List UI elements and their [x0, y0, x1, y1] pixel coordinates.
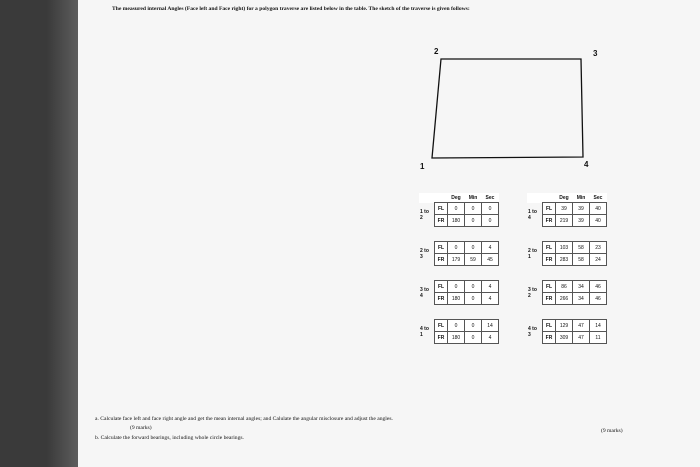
min-value: 0	[465, 281, 482, 293]
face-label: FL	[543, 320, 556, 332]
min-value: 39	[573, 203, 590, 215]
station-label: 3 to 4	[419, 281, 435, 305]
deg-value: 309	[556, 332, 573, 344]
table-row	[419, 320, 499, 332]
row-gap	[527, 266, 607, 281]
header-spacer	[435, 193, 448, 203]
traverse-polygon	[432, 59, 583, 158]
min-value: 39	[573, 215, 590, 227]
min-value: 47	[573, 332, 590, 344]
face-label: FL	[543, 281, 556, 293]
question-b: b. Calculate the forward bearings, including whole circle bearings.	[95, 435, 244, 441]
deg-value: 103	[556, 242, 573, 254]
table-row	[527, 203, 607, 215]
table-row	[419, 281, 499, 293]
row-gap	[419, 305, 499, 320]
sec-value: 40	[590, 203, 607, 215]
sec-value: 23	[590, 242, 607, 254]
sec-value: 40	[590, 215, 607, 227]
deg-value: 0	[448, 320, 465, 332]
deg-value: 179	[448, 254, 465, 266]
min-value: 58	[573, 242, 590, 254]
observations-table-left	[419, 193, 499, 344]
face-label: FL	[543, 203, 556, 215]
corner-label-3: 3	[593, 49, 598, 58]
min-value: 47	[573, 320, 590, 332]
sec-value: 14	[590, 320, 607, 332]
min-value: 0	[465, 242, 482, 254]
question-a-marks: (9 marks)	[130, 425, 152, 431]
sec-value: 11	[590, 332, 607, 344]
table-row	[527, 281, 607, 293]
row-gap	[419, 227, 499, 242]
station-label: 4 to 1	[419, 320, 435, 344]
row-gap	[419, 266, 499, 281]
face-label: FR	[543, 254, 556, 266]
sec-value: 4	[482, 242, 499, 254]
face-label: FL	[543, 242, 556, 254]
face-label: FL	[435, 320, 448, 332]
deg-value: 180	[448, 332, 465, 344]
column-header: Min	[468, 194, 478, 201]
table-row	[527, 320, 607, 332]
face-label: FR	[435, 215, 448, 227]
corner-label-2: 2	[434, 47, 439, 56]
deg-value: 180	[448, 293, 465, 305]
column-header: Sec	[593, 194, 603, 201]
deg-value: 86	[556, 281, 573, 293]
sec-value: 14	[482, 320, 499, 332]
deg-value: 0	[448, 242, 465, 254]
header-spacer	[543, 193, 556, 203]
face-label: FR	[435, 254, 448, 266]
face-label: FR	[543, 332, 556, 344]
min-value: 0	[465, 293, 482, 305]
column-header: Deg	[559, 194, 569, 201]
header-spacer	[527, 193, 543, 203]
row-gap	[527, 227, 607, 242]
deg-value: 0	[448, 203, 465, 215]
deg-value: 129	[556, 320, 573, 332]
sec-value: 0	[482, 215, 499, 227]
face-label: FL	[435, 242, 448, 254]
deg-value: 0	[448, 281, 465, 293]
table-row	[419, 242, 499, 254]
deg-value: 266	[556, 293, 573, 305]
face-label: FR	[543, 293, 556, 305]
min-value: 0	[465, 203, 482, 215]
row-gap	[527, 305, 607, 320]
sec-value: 24	[590, 254, 607, 266]
intro-text: The measured internal Angles (Face left and Face right) for a polygon traverse are listed below in the table. The sketch of the traverse is given follows:	[112, 6, 470, 12]
face-label: FL	[435, 281, 448, 293]
station-label: 2 to 3	[419, 242, 435, 266]
deg-value: 219	[556, 215, 573, 227]
station-label: 1 to 4	[527, 203, 543, 227]
face-label: FL	[435, 203, 448, 215]
sec-value: 4	[482, 281, 499, 293]
min-value: 34	[573, 293, 590, 305]
column-header: Sec	[485, 194, 495, 201]
sec-value: 46	[590, 293, 607, 305]
min-value: 58	[573, 254, 590, 266]
deg-value: 283	[556, 254, 573, 266]
sec-value: 4	[482, 293, 499, 305]
face-label: FR	[435, 332, 448, 344]
sec-value: 4	[482, 332, 499, 344]
corner-label-1: 1	[420, 162, 425, 171]
station-label: 2 to 1	[527, 242, 543, 266]
face-label: FR	[435, 293, 448, 305]
min-value: 0	[465, 320, 482, 332]
min-value: 34	[573, 281, 590, 293]
question-b-marks: (9 marks)	[601, 428, 623, 434]
table-row	[419, 203, 499, 215]
station-label: 1 to 2	[419, 203, 435, 227]
min-value: 0	[465, 332, 482, 344]
sec-value: 46	[590, 281, 607, 293]
min-value: 59	[465, 254, 482, 266]
station-label: 3 to 2	[527, 281, 543, 305]
face-label: FR	[543, 215, 556, 227]
corner-label-4: 4	[584, 160, 589, 169]
sec-value: 0	[482, 203, 499, 215]
observations-table-right	[527, 193, 607, 344]
table-row	[527, 242, 607, 254]
header-spacer	[419, 193, 435, 203]
min-value: 0	[465, 215, 482, 227]
deg-value: 180	[448, 215, 465, 227]
sec-value: 45	[482, 254, 499, 266]
question-a: a. Calculate face left and face right angle and get the mean internal angles; and Calulate the angular misclosure and adjust the angles.	[95, 416, 393, 422]
column-header: Min	[576, 194, 586, 201]
station-label: 4 to 3	[527, 320, 543, 344]
deg-value: 39	[556, 203, 573, 215]
column-header: Deg	[451, 194, 461, 201]
